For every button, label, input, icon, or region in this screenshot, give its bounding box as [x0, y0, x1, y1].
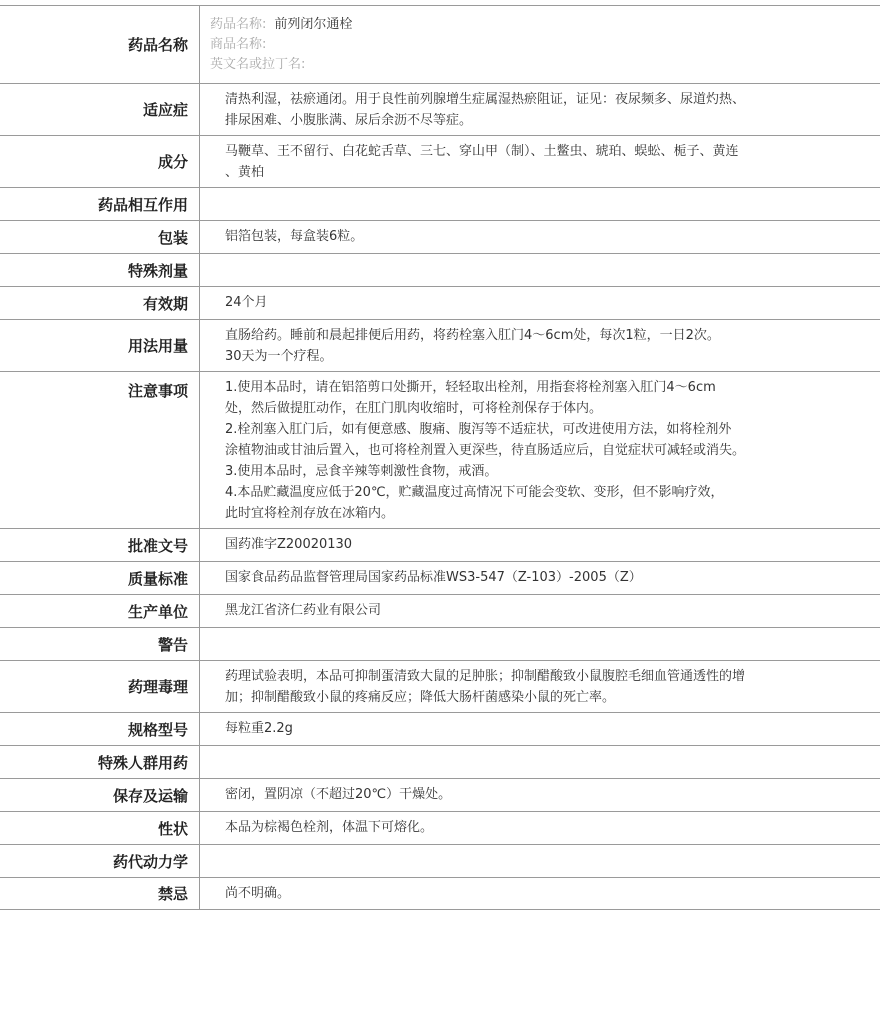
english-name-key: 英文名或拉丁名:: [210, 57, 306, 72]
row-appearance: [0, 811, 880, 844]
drug-name-block: [200, 6, 880, 83]
english-name-line: [210, 55, 870, 75]
row-label: 药代动力学: [0, 845, 200, 877]
value-line: 密闭，置阴凉（不超过20℃）干燥处。: [225, 787, 452, 802]
row-value: [200, 372, 880, 528]
row-specification: [0, 712, 880, 745]
row-approval-number: [0, 528, 880, 561]
value-line: 国家食品药品监督管理局国家药品标准WS3-547（Z-103）-2005（Z）: [225, 570, 642, 585]
row-value: [200, 188, 880, 220]
row-special-population: [0, 745, 880, 778]
row-pharmacokinetics: [0, 844, 880, 877]
row-label: 生产单位: [0, 595, 200, 627]
row-value: [200, 221, 880, 253]
row-value: [200, 812, 880, 844]
row-label: 适应症: [0, 84, 200, 135]
value-line: 此时宜将栓剂存放在冰箱内。: [225, 506, 395, 521]
value-line: 排尿困难、小腹胀满、尿后余沥不尽等症。: [225, 113, 473, 128]
row-indications: [0, 83, 880, 135]
row-quality-standard: [0, 561, 880, 594]
row-label: 质量标准: [0, 562, 200, 594]
row-label: 批准文号: [0, 529, 200, 561]
value-line: 清热利湿，祛瘀通闭。用于良性前列腺增生症属湿热瘀阻证，证见：夜尿频多、尿道灼热、: [225, 92, 746, 107]
row-label: 特殊剂量: [0, 254, 200, 286]
trade-name-key: 商品名称:: [210, 37, 267, 52]
generic-name-line: [210, 15, 870, 35]
row-contraindications: [0, 877, 880, 910]
row-value: [200, 845, 880, 877]
row-shelf-life: [0, 286, 880, 319]
row-label: 注意事项: [0, 372, 200, 528]
trade-name-line: [210, 35, 870, 55]
row-storage: [0, 778, 880, 811]
value-line: 药理试验表明，本品可抑制蛋清致大鼠的足肿胀；抑制醋酸致小鼠腹腔毛细血管通透性的增: [225, 669, 746, 684]
value-line: 尚不明确。: [225, 886, 291, 901]
row-value: [200, 713, 880, 745]
value-line: 2.栓剂塞入肛门后，如有便意感、腹痛、腹泻等不适症状，可改进使用方法，如将栓剂外: [225, 422, 732, 437]
row-label: 性状: [0, 812, 200, 844]
row-value: [200, 320, 880, 371]
row-value: [200, 254, 880, 286]
drug-info-table: [0, 5, 880, 910]
value-line: 每粒重2.2g: [225, 721, 293, 736]
value-line: 直肠给药。睡前和晨起排便后用药，将药栓塞入肛门4～6cm处，每次1粒，一日2次。: [225, 328, 720, 343]
row-package: [0, 220, 880, 253]
row-value: [200, 136, 880, 187]
value-line: 4.本品贮藏温度应低于20℃，贮藏温度过高情况下可能会变软、变形，但不影响疗效，: [225, 485, 724, 500]
row-value: [200, 529, 880, 561]
row-label: 有效期: [0, 287, 200, 319]
row-value: [200, 878, 880, 909]
row-value: [200, 287, 880, 319]
row-label: 保存及运输: [0, 779, 200, 811]
value-line: 1.使用本品时，请在铝箔剪口处撕开，轻轻取出栓剂，用指套将栓剂塞入肛门4～6cm: [225, 380, 716, 395]
value-line: 马鞭草、王不留行、白花蛇舌草、三七、穿山甲（制）、土鳖虫、琥珀、蜈蚣、栀子、黄连: [225, 144, 739, 159]
row-label: 禁忌: [0, 878, 200, 909]
row-precautions: [0, 371, 880, 528]
row-interactions: [0, 187, 880, 220]
value-line: 、黄柏: [225, 165, 265, 180]
row-label: 用法用量: [0, 320, 200, 371]
value-line: 国药准字Z20020130: [225, 537, 353, 552]
row-manufacturer: [0, 594, 880, 627]
value-line: 24个月: [225, 295, 268, 310]
row-label: 警告: [0, 628, 200, 660]
row-warning: [0, 627, 880, 660]
row-value: [200, 84, 880, 135]
row-label: 包装: [0, 221, 200, 253]
row-value: [200, 746, 880, 778]
row-value: [200, 562, 880, 594]
row-ingredients: [0, 135, 880, 187]
row-value: [200, 628, 880, 660]
row-value: [200, 595, 880, 627]
row-usage: [0, 319, 880, 371]
row-label: 药理毒理: [0, 661, 200, 712]
row-drug-name: [0, 5, 880, 83]
value-line: 铝箔包装，每盒装6粒。: [225, 229, 364, 244]
row-pharmacology: [0, 660, 880, 712]
generic-name-value: 前列闭尔通栓: [274, 17, 353, 32]
value-line: 加；抑制醋酸致小鼠的疼痛反应；降低大肠杆菌感染小鼠的死亡率。: [225, 690, 616, 705]
row-label: 药品相互作用: [0, 188, 200, 220]
value-line: 3.使用本品时，忌食辛辣等刺激性食物，戒酒。: [225, 464, 498, 479]
value-line: 处，然后做提肛动作，在肛门肌肉收缩时，可将栓剂保存于体内。: [225, 401, 603, 416]
row-value: [200, 779, 880, 811]
generic-name-key: 药品名称:: [210, 17, 267, 32]
value-line: 黑龙江省济仁药业有限公司: [225, 603, 382, 618]
value-line: 30天为一个疗程。: [225, 349, 333, 364]
row-label: 成分: [0, 136, 200, 187]
value-line: 涂植物油或甘油后置入，也可将栓剂置入更深些，待直肠适应后，自觉症状可减轻或消失。: [225, 443, 746, 458]
row-label: 药品名称: [0, 6, 200, 83]
row-label: 特殊人群用药: [0, 746, 200, 778]
row-label: 规格型号: [0, 713, 200, 745]
row-special-dosage: [0, 253, 880, 286]
row-value: [200, 661, 880, 712]
value-line: 本品为棕褐色栓剂，体温下可熔化。: [225, 820, 434, 835]
